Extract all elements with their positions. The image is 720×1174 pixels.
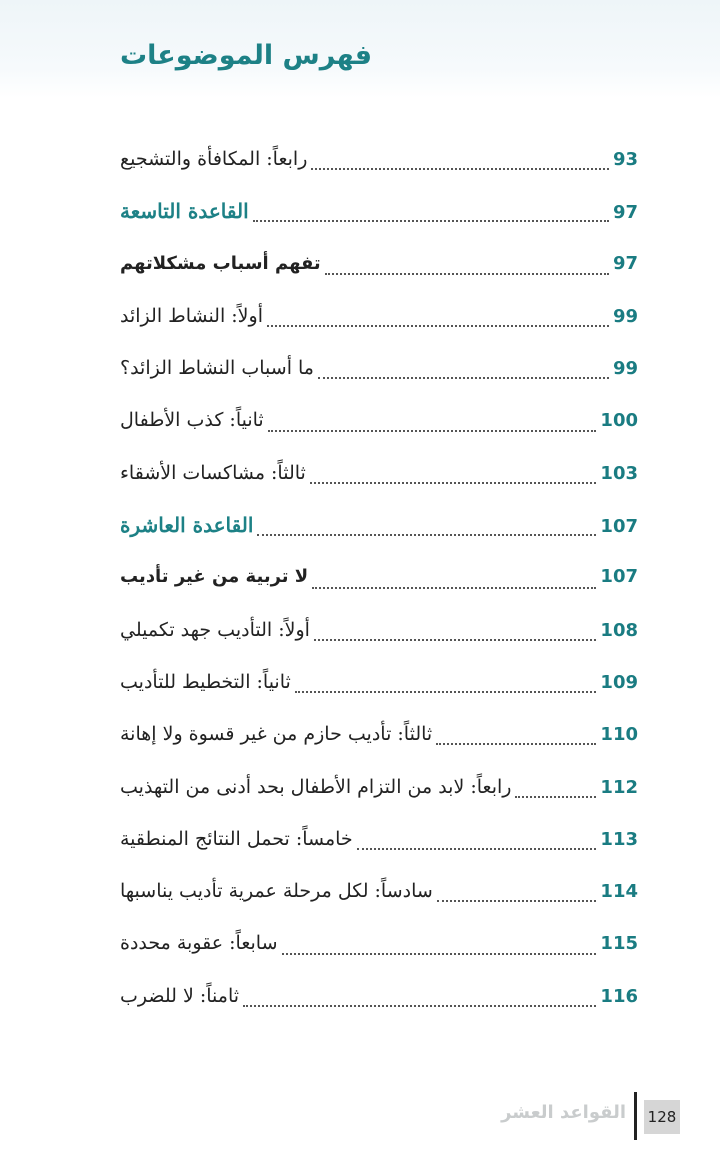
dot-leader xyxy=(312,587,596,589)
toc-entry xyxy=(120,970,638,1022)
toc-entry-title: ثالثاً: مشاكسات الأشقاء xyxy=(120,461,306,484)
toc-entry xyxy=(120,447,638,499)
toc-entry-title: تفهم أسباب مشكلاتهم xyxy=(120,252,321,274)
toc-entry-title: ثالثاً: تأديب حازم من غير قسوة ولا إهانة xyxy=(120,723,433,746)
toc-entry-page-number: 109 xyxy=(600,671,638,693)
toc-entry xyxy=(120,342,638,394)
dot-leader xyxy=(295,691,597,693)
toc-entry-page-number: 112 xyxy=(600,776,638,798)
toc-entry-page-number: 113 xyxy=(600,828,638,850)
dot-leader xyxy=(357,848,597,850)
toc-entry-title: ثانياً: التخطيط للتأديب xyxy=(120,670,291,693)
page-title: فهرس الموضوعات xyxy=(120,40,373,71)
dot-leader xyxy=(314,639,597,641)
toc-entry-title: سابعاً: عقوبة محددة xyxy=(120,932,278,955)
dot-leader xyxy=(311,168,609,170)
dot-leader xyxy=(257,534,596,536)
dot-leader xyxy=(243,1005,596,1007)
toc-entry-page-number: 99 xyxy=(612,358,638,380)
toc-entry-page-number: 108 xyxy=(600,619,638,641)
dot-leader xyxy=(310,482,597,484)
toc-entry-title: ما أسباب النشاط الزائد؟ xyxy=(120,357,314,380)
toc-entry xyxy=(120,865,638,917)
toc-entry-page-number: 97 xyxy=(612,202,638,224)
footer-page-number: 128 xyxy=(644,1100,680,1134)
footer-divider xyxy=(634,1092,637,1140)
toc-entry-page-number: 114 xyxy=(600,881,638,903)
toc-entry xyxy=(120,761,638,813)
toc-entry-title: أولاً: التأديب جهد تكميلي xyxy=(120,618,310,641)
toc-entry xyxy=(120,551,638,603)
toc-entry-page-number: 116 xyxy=(600,985,638,1007)
toc-entry-title: رابعاً: لابد من التزام الأطفال بحد أدنى من التهذيب xyxy=(120,775,512,798)
toc-entry-page-number: 115 xyxy=(600,933,638,955)
footer-book-title: القواعد العشر xyxy=(501,1102,626,1123)
toc-entry xyxy=(120,708,638,760)
toc-entry-title: ثامناً: لا للضرب xyxy=(120,984,240,1007)
toc-entry-title: أولاً: النشاط الزائد xyxy=(120,304,263,327)
toc-entry xyxy=(120,238,638,290)
toc-entry-page-number: 97 xyxy=(612,252,638,274)
toc-entry xyxy=(120,394,638,446)
toc-list xyxy=(120,133,638,1022)
toc-entry xyxy=(120,604,638,656)
dot-leader xyxy=(253,220,609,222)
toc-entry xyxy=(120,133,638,185)
dot-leader xyxy=(318,377,609,379)
dot-leader xyxy=(325,273,609,275)
toc-entry-title: القاعدة التاسعة xyxy=(120,199,249,224)
dot-leader xyxy=(437,900,597,902)
dot-leader xyxy=(267,325,609,327)
toc-entry-page-number: 103 xyxy=(600,462,638,484)
toc-entry-page-number: 100 xyxy=(600,410,638,432)
toc-entry-page-number: 107 xyxy=(600,516,638,538)
toc-entry-page-number: 99 xyxy=(612,305,638,327)
dot-leader xyxy=(436,743,596,745)
dot-leader xyxy=(515,796,596,798)
toc-entry-page-number: 107 xyxy=(600,566,638,588)
toc-entry-title: لا تربية من غير تأديب xyxy=(120,566,309,588)
toc-entry-title: خامساً: تحمل النتائج المنطقية xyxy=(120,827,353,850)
toc-entry xyxy=(120,185,638,237)
toc-entry-title: القاعدة العاشرة xyxy=(120,513,254,538)
toc-entry xyxy=(120,917,638,969)
toc-entry xyxy=(120,656,638,708)
toc-entry-page-number: 110 xyxy=(600,724,638,746)
toc-entry-title: سادساً: لكل مرحلة عمرية تأديب يناسبها xyxy=(120,880,433,903)
toc-entry xyxy=(120,813,638,865)
toc-entry-title: رابعاً: المكافأة والتشجيع xyxy=(120,148,308,170)
toc-entry-page-number: 93 xyxy=(612,149,638,170)
dot-leader xyxy=(268,430,597,432)
toc-entry xyxy=(120,499,638,551)
toc-entry xyxy=(120,290,638,342)
toc-entry-title: ثانياً: كذب الأطفال xyxy=(120,409,264,432)
dot-leader xyxy=(282,953,597,955)
